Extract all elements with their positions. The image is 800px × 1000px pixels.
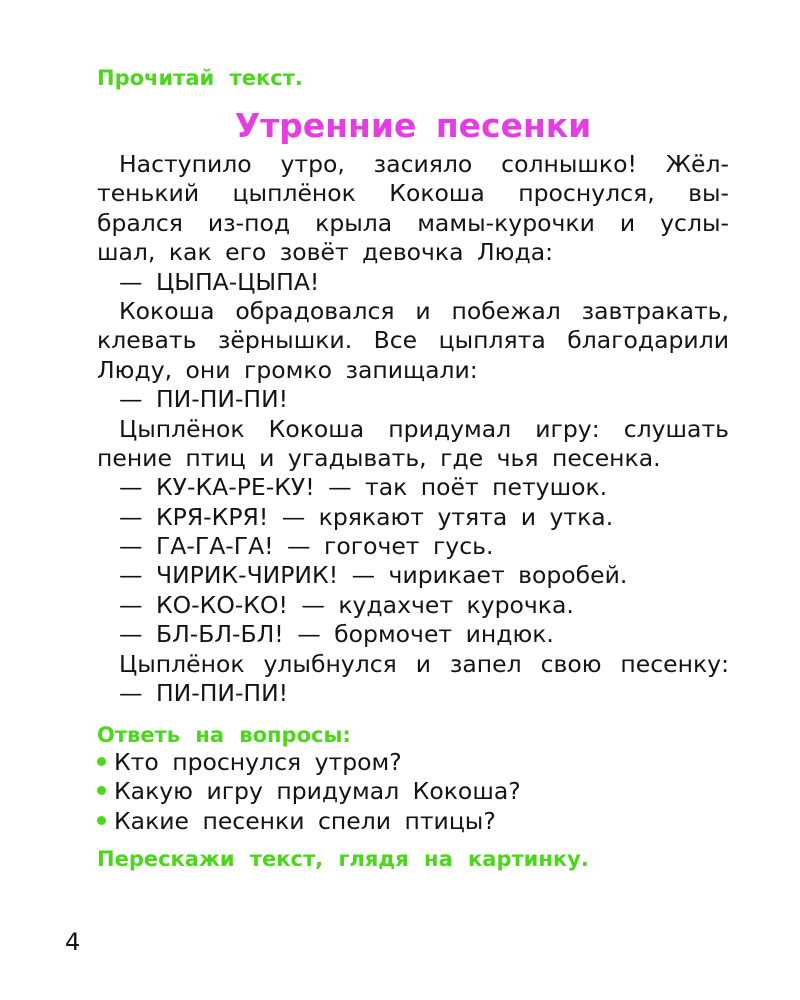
story-line: — КРЯ-КРЯ! — крякают утята и утка.: [119, 502, 614, 531]
story-line: шал, как его зовёт девочка Люда:: [97, 238, 554, 267]
story-line: брался из-под крыла мамы-курочки и услы-: [97, 208, 729, 237]
story-line: — БЛ-БЛ-БЛ! — бормочет индюк.: [119, 620, 554, 649]
questions-list: [97, 748, 521, 836]
story-line: — ГА-ГА-ГА! — гогочет гусь.: [119, 532, 494, 561]
story-line: — ЦЫПА-ЦЫПА!: [119, 267, 320, 296]
question-item: [97, 807, 521, 836]
story-line: — ПИ-ПИ-ПИ!: [119, 679, 289, 708]
story-line: пение птиц и угадывать, где чья песенка.: [97, 443, 661, 472]
question-item: [97, 777, 521, 806]
instruction-read: Прочитай текст.: [97, 66, 303, 90]
instruction-retell: Перескажи текст, глядя на картинку.: [97, 847, 589, 871]
story-line: Люду, они громко запищали:: [97, 355, 478, 384]
story-title: Утренние песенки: [234, 106, 592, 145]
story-line: — ПИ-ПИ-ПИ!: [119, 385, 289, 414]
story-text: [97, 150, 729, 708]
story-line: тенький цыплёнок Кокоша проснулся, вы-: [97, 179, 729, 208]
story-line: клевать зёрнышки. Все цыплята благодарили: [97, 326, 729, 355]
story-line: Цыплёнок улыбнулся и запел свою песенку:: [119, 649, 729, 678]
story-line: — КО-КО-КО! — кудахчет курочка.: [119, 590, 574, 619]
story-line: — КУ-КА-РЕ-КУ! — так поёт петушок.: [119, 473, 608, 502]
question-text: Какие песенки спели птицы?: [114, 806, 496, 835]
story-line: — ЧИРИК-ЧИРИК! — чирикает воробей.: [119, 561, 628, 590]
story-line: Наступило утро, засияло солнышко! Жёл-: [119, 150, 729, 178]
bullet-icon: [97, 816, 106, 825]
question-text: Кто проснулся утром?: [114, 748, 402, 776]
bullet-icon: [97, 757, 106, 766]
question-item: [97, 748, 521, 777]
questions-title: Ответь на вопросы:: [97, 723, 351, 747]
bullet-icon: [97, 786, 106, 795]
story-line: Цыплёнок Кокоша придумал игру: слушать: [119, 414, 729, 443]
page-number: 4: [65, 928, 81, 956]
question-text: Какую игру придумал Кокоша?: [114, 777, 521, 806]
story-line: Кокоша обрадовался и побежал завтракать,: [119, 296, 729, 325]
